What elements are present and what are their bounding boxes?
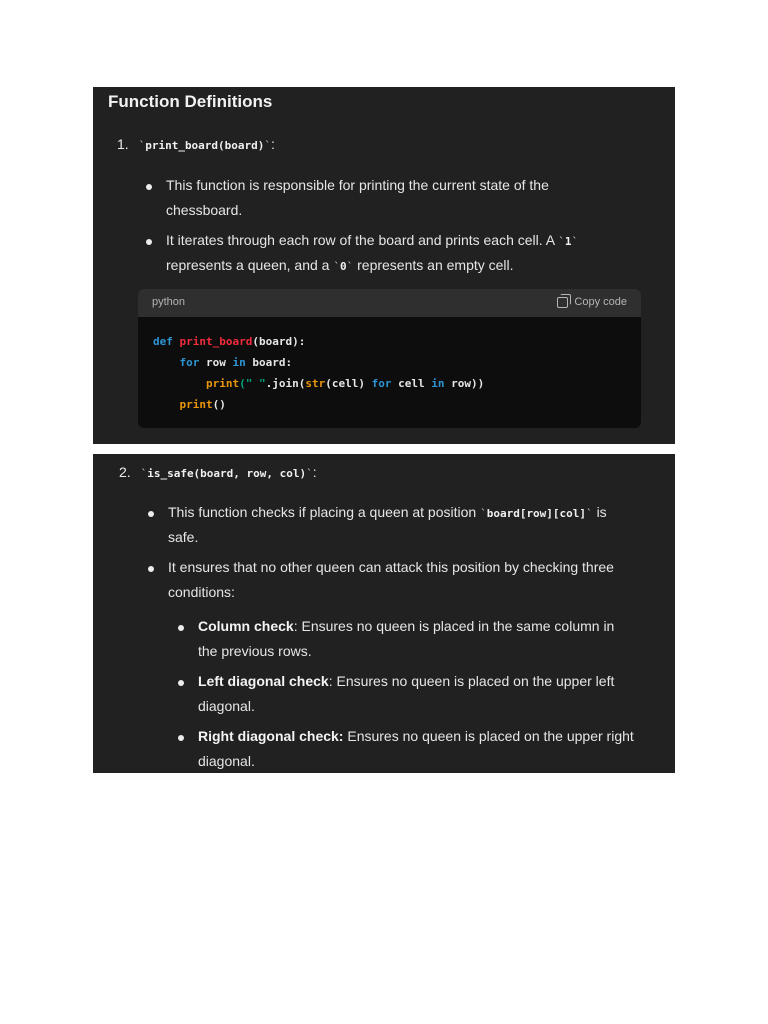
code-keyword: in: [431, 377, 445, 390]
code-function-name: print_board: [179, 335, 253, 348]
list-number: 1.: [117, 136, 129, 152]
code-line: [153, 398, 226, 411]
code-line: [153, 356, 292, 369]
signature-code: print_board(board): [145, 139, 265, 152]
text-segment: : Ensures no queen is placed in the same column in: [293, 618, 615, 634]
code-text: row)): [451, 377, 485, 390]
code-block: [138, 289, 641, 428]
sub-bullet-text: [198, 728, 634, 744]
sub-bullet-text: [198, 673, 614, 689]
bullet-text: conditions:: [168, 584, 235, 600]
function-signature: [141, 464, 317, 480]
code-text: (cell): [325, 377, 365, 390]
code-keyword: in: [232, 356, 246, 369]
colon-text: :: [271, 136, 275, 152]
bold-term: Left diagonal check: [198, 673, 329, 689]
code-string: (": [239, 377, 253, 390]
text-segment: Ensures no queen is placed on the upper right: [343, 728, 634, 744]
backtick: `: [480, 507, 487, 520]
code-text: row: [206, 356, 226, 369]
bullet-dot: [178, 735, 184, 741]
inline-code: board[row][col]: [486, 507, 587, 520]
signature-code: is_safe(board, row, col): [147, 467, 307, 480]
screenshot-panel-1: [93, 87, 675, 444]
backtick: `: [306, 467, 313, 480]
list-number: 2.: [119, 464, 131, 480]
text-segment: This function checks if placing a queen at position: [168, 504, 477, 520]
bullet-dot: [146, 239, 152, 245]
bullet-dot: [146, 184, 152, 190]
bullet-dot: [148, 511, 154, 517]
code-language-label: python: [152, 296, 186, 308]
function-signature: [139, 136, 275, 152]
copy-code-button[interactable]: [557, 296, 627, 308]
inline-code: 0: [339, 260, 347, 273]
code-text: .join(: [265, 377, 306, 390]
bullet-text: chessboard.: [166, 202, 243, 218]
backtick: `: [586, 507, 593, 520]
code-keyword: for: [371, 377, 392, 390]
backtick: `: [138, 139, 146, 152]
copy-icon: [557, 297, 568, 308]
backtick: `: [571, 235, 579, 248]
code-block-header: [138, 289, 641, 317]
sub-bullet-text: diagonal.: [198, 698, 255, 714]
bold-term: Column check: [198, 618, 294, 634]
code-keyword: def: [153, 335, 173, 348]
code-keyword: for: [179, 356, 200, 369]
text-segment: represents a queen, and a: [166, 257, 330, 273]
list-item-number: [119, 464, 317, 480]
text-segment: It iterates through each row of the board and prints each cell. A: [166, 232, 555, 248]
bullet-dot: [178, 680, 184, 686]
copy-code-label: Copy code: [574, 296, 627, 308]
backtick: `: [333, 260, 340, 273]
code-builtin: print: [179, 398, 213, 411]
bullet-text: safe.: [168, 529, 199, 545]
code-text: (board):: [252, 335, 306, 348]
bold-term: Right diagonal check:: [198, 728, 344, 744]
code-string: ": [258, 377, 266, 390]
sub-bullet-text: [198, 618, 614, 634]
text-segment: is: [596, 504, 607, 520]
bullet-text: This function is responsible for printing the current state of the: [166, 177, 549, 193]
section-heading: Function Definitions: [108, 92, 273, 111]
code-text: board:: [252, 356, 293, 369]
code-text: (): [212, 398, 226, 411]
bullet-text: It ensures that no other queen can attack this position by checking three: [168, 559, 614, 575]
code-builtin: str: [305, 377, 326, 390]
text-segment: : Ensures no queen is placed on the upper left: [328, 673, 615, 689]
code-text: cell: [398, 377, 425, 390]
sub-bullet-text: diagonal.: [198, 753, 255, 769]
backtick: `: [264, 139, 272, 152]
colon-text: :: [312, 464, 317, 480]
inline-code: 1: [564, 235, 572, 248]
text-segment: represents an empty cell.: [357, 257, 514, 273]
backtick: `: [346, 260, 354, 273]
bullet-dot: [148, 566, 154, 572]
bullet-dot: [178, 625, 184, 631]
bullet-text: [168, 504, 607, 520]
list-item-number: [117, 136, 275, 152]
code-line: [153, 377, 484, 390]
bullet-text: [166, 232, 578, 248]
code-line: [153, 335, 305, 348]
backtick: `: [558, 235, 565, 248]
sub-bullet-text: the previous rows.: [198, 643, 312, 659]
backtick: `: [140, 467, 148, 480]
bullet-text: [166, 257, 514, 273]
code-builtin: print: [205, 377, 240, 390]
screenshot-panel-2: [93, 454, 675, 773]
